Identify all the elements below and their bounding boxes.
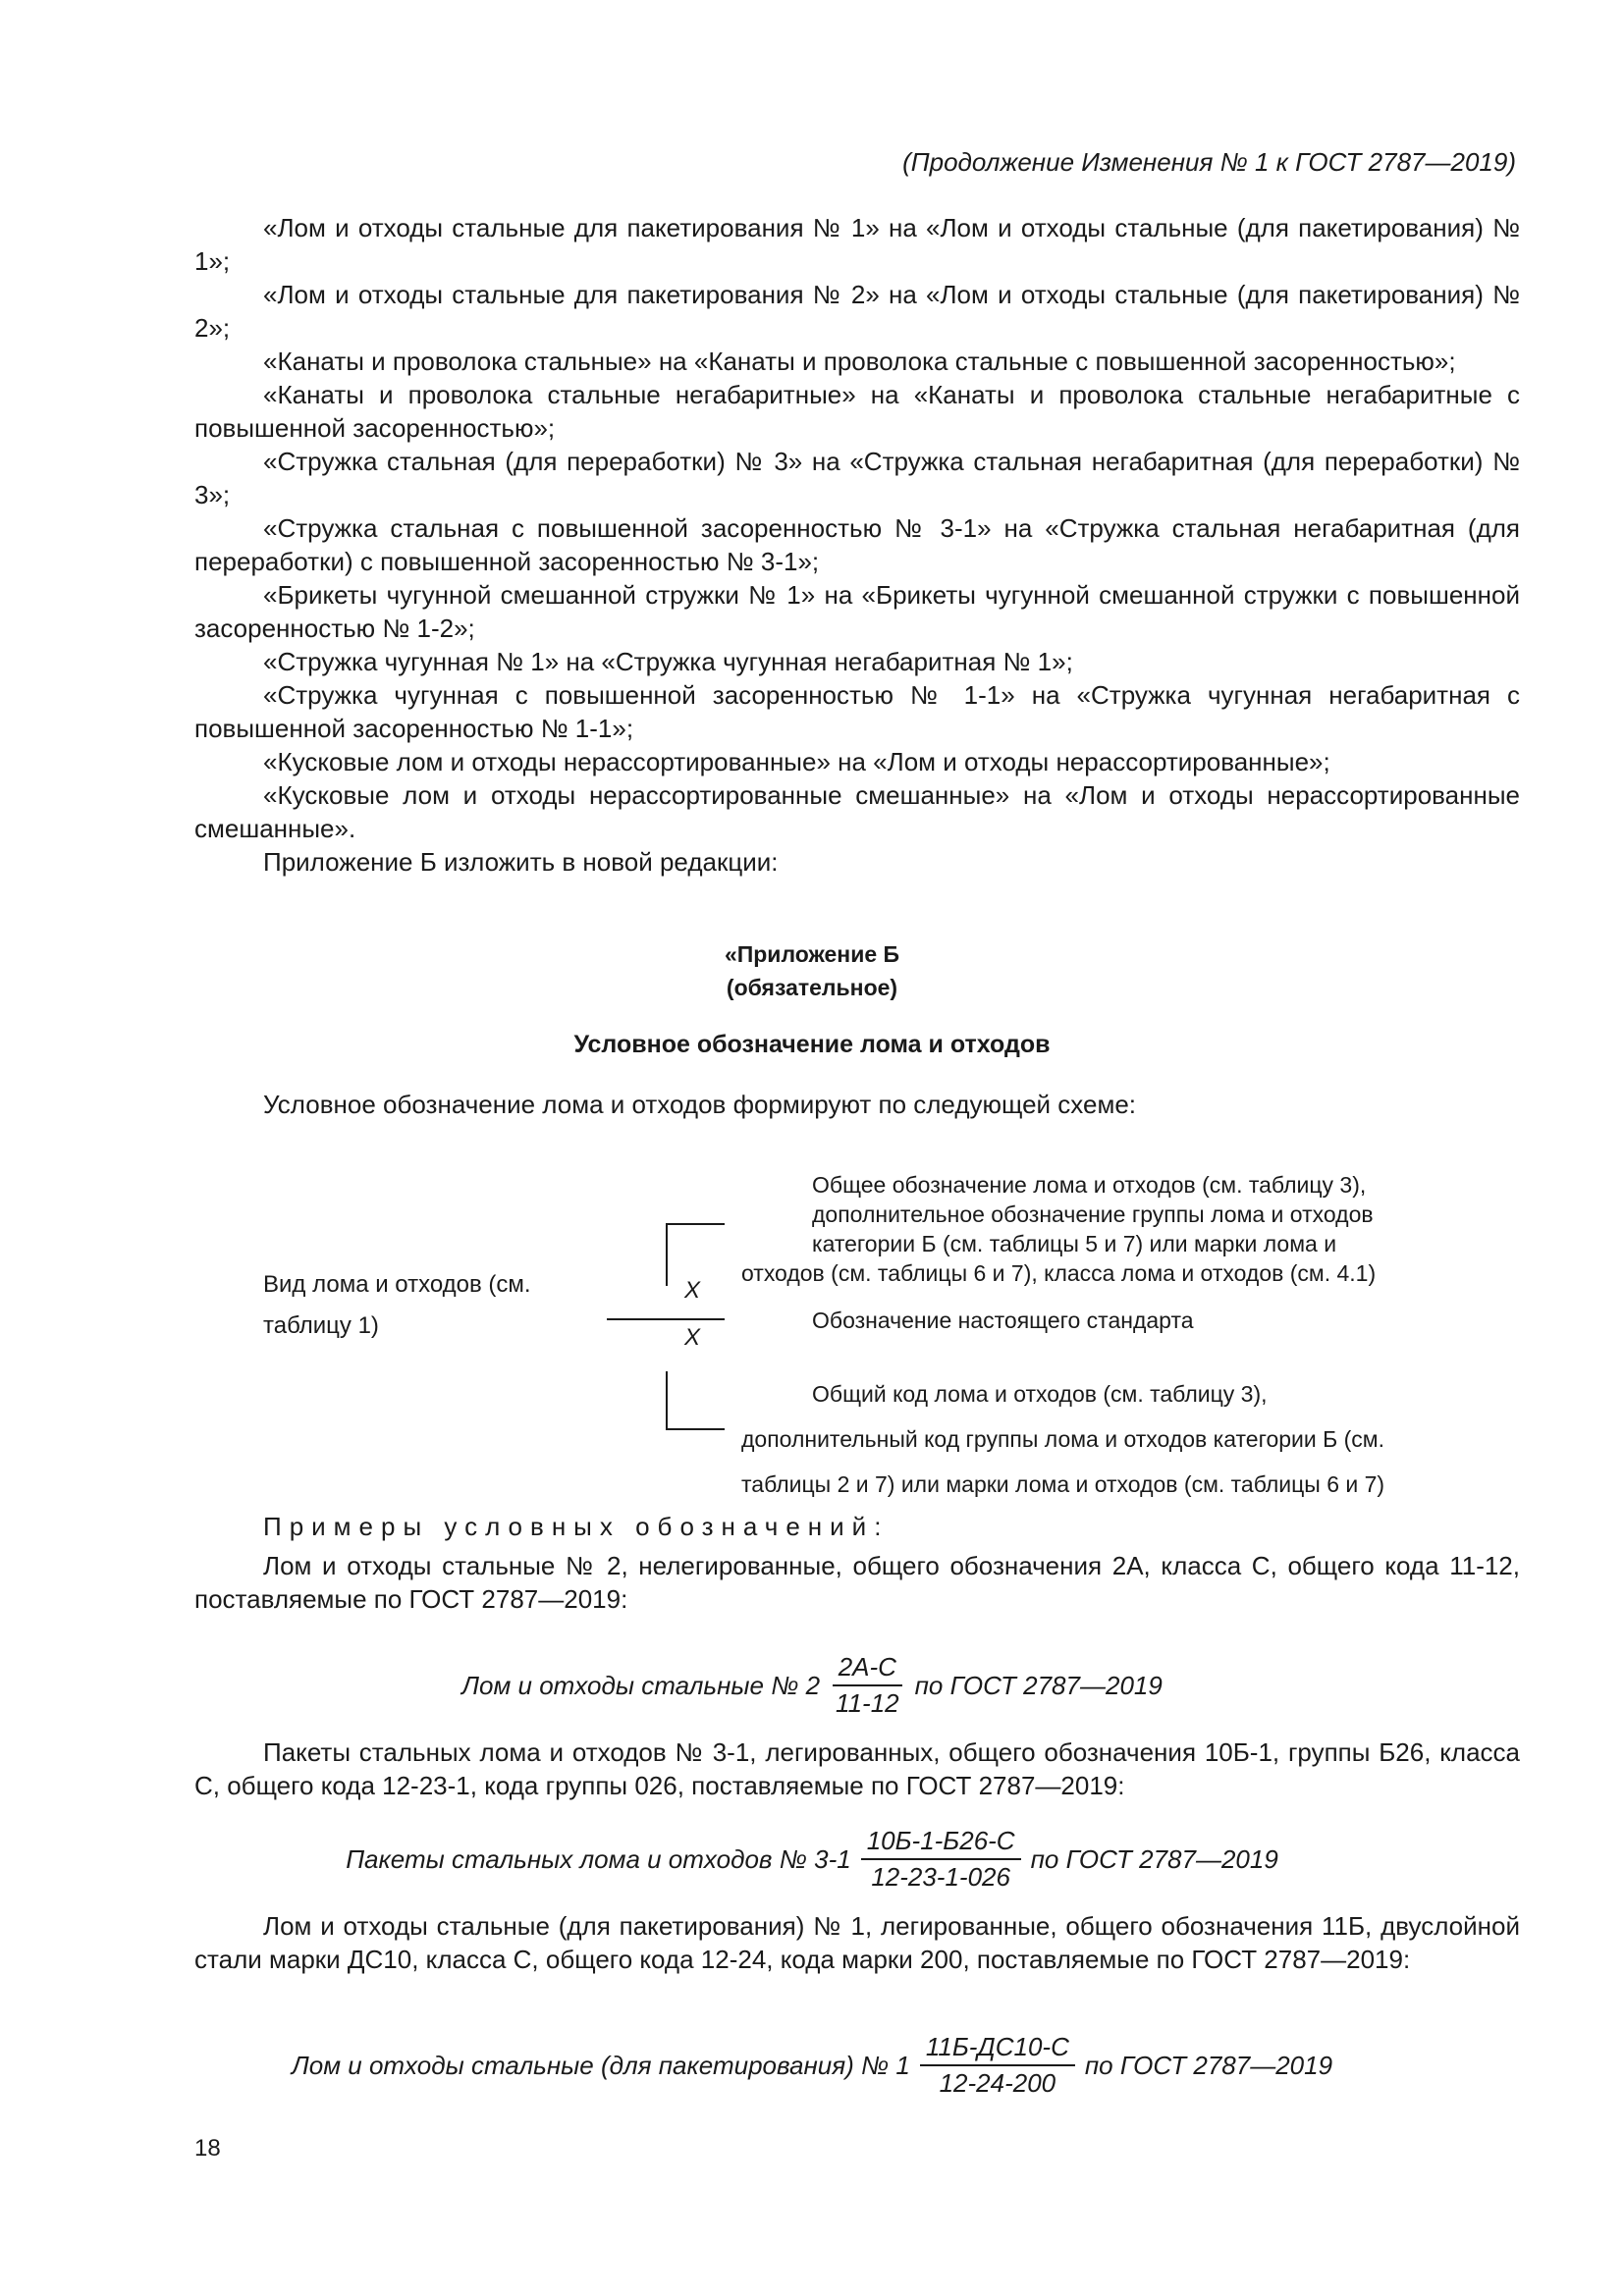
- formula-numerator: 2А-С: [833, 1652, 902, 1686]
- formula-prefix: Лом и отходы стальные (для пакетирования) № 1: [291, 2050, 910, 2080]
- formula-denominator: 12-23-1-026: [871, 1862, 1010, 1892]
- scheme-top-line: Общее обозначение лома и отходов (см. таблицу 3),: [812, 1172, 1367, 1198]
- paragraph: «Кусковые лом и отходы нерассортированные» на «Лом и отходы нерассортированные»;: [263, 747, 1330, 776]
- paragraph: «Стружка чугунная № 1» на «Стружка чугунная негабаритная № 1»;: [263, 647, 1073, 676]
- paragraph: «Стружка стальная с повышенной засоренностью № 3-1» на «Стружка стальная негабаритная (для переработки) с повышенной засоренностью № 3-1»;: [194, 513, 1520, 576]
- scheme-divider-line: [607, 1318, 725, 1320]
- formula-fraction: [861, 1826, 1021, 1893]
- page-header: (Продолжение Изменения № 1 к ГОСТ 2787—2019): [902, 147, 1516, 177]
- examples-heading: Примеры условных обозначений:: [263, 1512, 890, 1541]
- scheme-top-line: дополнительное обозначение группы лома и отходов: [812, 1201, 1374, 1227]
- formula-suffix: по ГОСТ 2787—2019: [914, 1670, 1163, 1700]
- amendment-list: [194, 211, 1520, 879]
- scheme-top-line: категории Б (см. таблицы 5 и 7) или марки лома и: [812, 1231, 1337, 1256]
- example-description: [194, 1909, 1520, 1976]
- example-formula: [0, 1652, 1624, 1719]
- formula-prefix: Пакеты стальных лома и отходов № 3-1: [346, 1843, 851, 1874]
- scheme-x-bottom: X: [684, 1324, 701, 1351]
- section-title: Условное обозначение лома и отходов: [573, 1031, 1051, 1058]
- formula-suffix: по ГОСТ 2787—2019: [1030, 1843, 1278, 1874]
- scheme-bracket-bottom: [666, 1428, 725, 1430]
- scheme-bracket-top: [666, 1223, 668, 1286]
- scheme-bottom-description: [731, 1371, 1497, 1507]
- scheme-left-line: Вид лома и отходов (см.: [263, 1271, 531, 1298]
- formula-fraction: [830, 1652, 905, 1719]
- scheme-middle-description: Обозначение настоящего стандарта: [812, 1308, 1194, 1333]
- paragraph: «Стружка стальная (для переработки) № 3» на «Стружка стальная негабаритная (для переработки) № 3»;: [194, 447, 1520, 509]
- example-formula: [0, 1826, 1624, 1893]
- scheme-x-top: X: [684, 1277, 701, 1304]
- formula-prefix: Лом и отходы стальные № 2: [461, 1670, 821, 1700]
- paragraph: Приложение Б изложить в новой редакции:: [263, 847, 779, 877]
- paragraph: «Стружка чугунная с повышенной засоренностью № 1-1» на «Стружка чугунная негабаритная с повышенной засоренностью № 1-1»;: [194, 680, 1520, 743]
- paragraph: «Лом и отходы стальные для пакетирования № 2» на «Лом и отходы стальные (для пакетирования) № 2»;: [194, 280, 1520, 343]
- paragraph: «Канаты и проволока стальные» на «Канаты и проволока стальные с повышенной засоренностью»;: [263, 347, 1456, 376]
- scheme-top-line: отходов (см. таблицы 6 и 7), класса лома и отходов (см. 4.1): [741, 1260, 1377, 1286]
- scheme-bracket-top: [666, 1223, 725, 1225]
- scheme-intro: Условное обозначение лома и отходов формируют по следующей схеме:: [263, 1090, 1137, 1119]
- page-number: 18: [194, 2135, 221, 2162]
- appendix-title: «Приложение Б: [724, 941, 900, 967]
- paragraph: «Канаты и проволока стальные негабаритные» на «Канаты и проволока стальные негабаритные с повышенной засоренностью»;: [194, 380, 1520, 443]
- appendix-heading: [0, 937, 1624, 1004]
- formula-denominator: 11-12: [836, 1688, 899, 1718]
- scheme-bottom-line: Общий код лома и отходов (см. таблицу 3),: [812, 1381, 1268, 1407]
- formula-suffix: по ГОСТ 2787—2019: [1084, 2050, 1333, 2080]
- example-description: [194, 1549, 1520, 1616]
- formula-numerator: 10Б-1-Б26-С: [861, 1826, 1021, 1860]
- scheme-top-description: [731, 1170, 1497, 1288]
- paragraph: «Брикеты чугунной смешанной стружки № 1» на «Брикеты чугунной смешанной стружки с повышенной засоренностью № 1-2»;: [194, 580, 1520, 643]
- paragraph: «Кусковые лом и отходы нерассортированные смешанные» на «Лом и отходы нерассортированные смешанные».: [194, 780, 1520, 843]
- scheme-bottom-line: дополнительный код группы лома и отходов категории Б (см.: [741, 1426, 1384, 1452]
- formula-numerator: 11Б-ДС10-С: [920, 2032, 1075, 2066]
- example-text: Лом и отходы стальные № 2, нелегированные, общего обозначения 2А, класса С, общего кода 11-12, поставляемые по ГОСТ 2787—2019:: [194, 1551, 1520, 1614]
- example-text: Пакеты стальных лома и отходов № 3-1, легированных, общего обозначения 10Б-1, группы Б26, класса С, общего кода 12-23-1, кода группы 026, поставляемые по ГОСТ 2787—2019:: [194, 1737, 1520, 1800]
- formula-denominator: 12-24-200: [939, 2068, 1056, 2098]
- paragraph: «Лом и отходы стальные для пакетирования № 1» на «Лом и отходы стальные (для пакетирования) № 1»;: [194, 213, 1520, 276]
- scheme-bottom-line: таблицы 2 и 7) или марки лома и отходов (см. таблицы 6 и 7): [741, 1471, 1385, 1497]
- example-formula: [0, 2032, 1624, 2099]
- scheme-bracket-bottom: [666, 1371, 668, 1428]
- scheme-left-line: таблицу 1): [263, 1312, 379, 1339]
- formula-fraction: [920, 2032, 1075, 2099]
- scheme-left-label: [263, 1264, 531, 1347]
- example-text: Лом и отходы стальные (для пакетирования) № 1, легированные, общего обозначения 11Б, двуслойной стали марки ДС10, класса С, общего кода 12-24, кода марки 200, поставляемые по ГОСТ 2787—2019:: [194, 1911, 1520, 1974]
- appendix-subtitle: (обязательное): [726, 975, 898, 1000]
- example-description: [194, 1735, 1520, 1802]
